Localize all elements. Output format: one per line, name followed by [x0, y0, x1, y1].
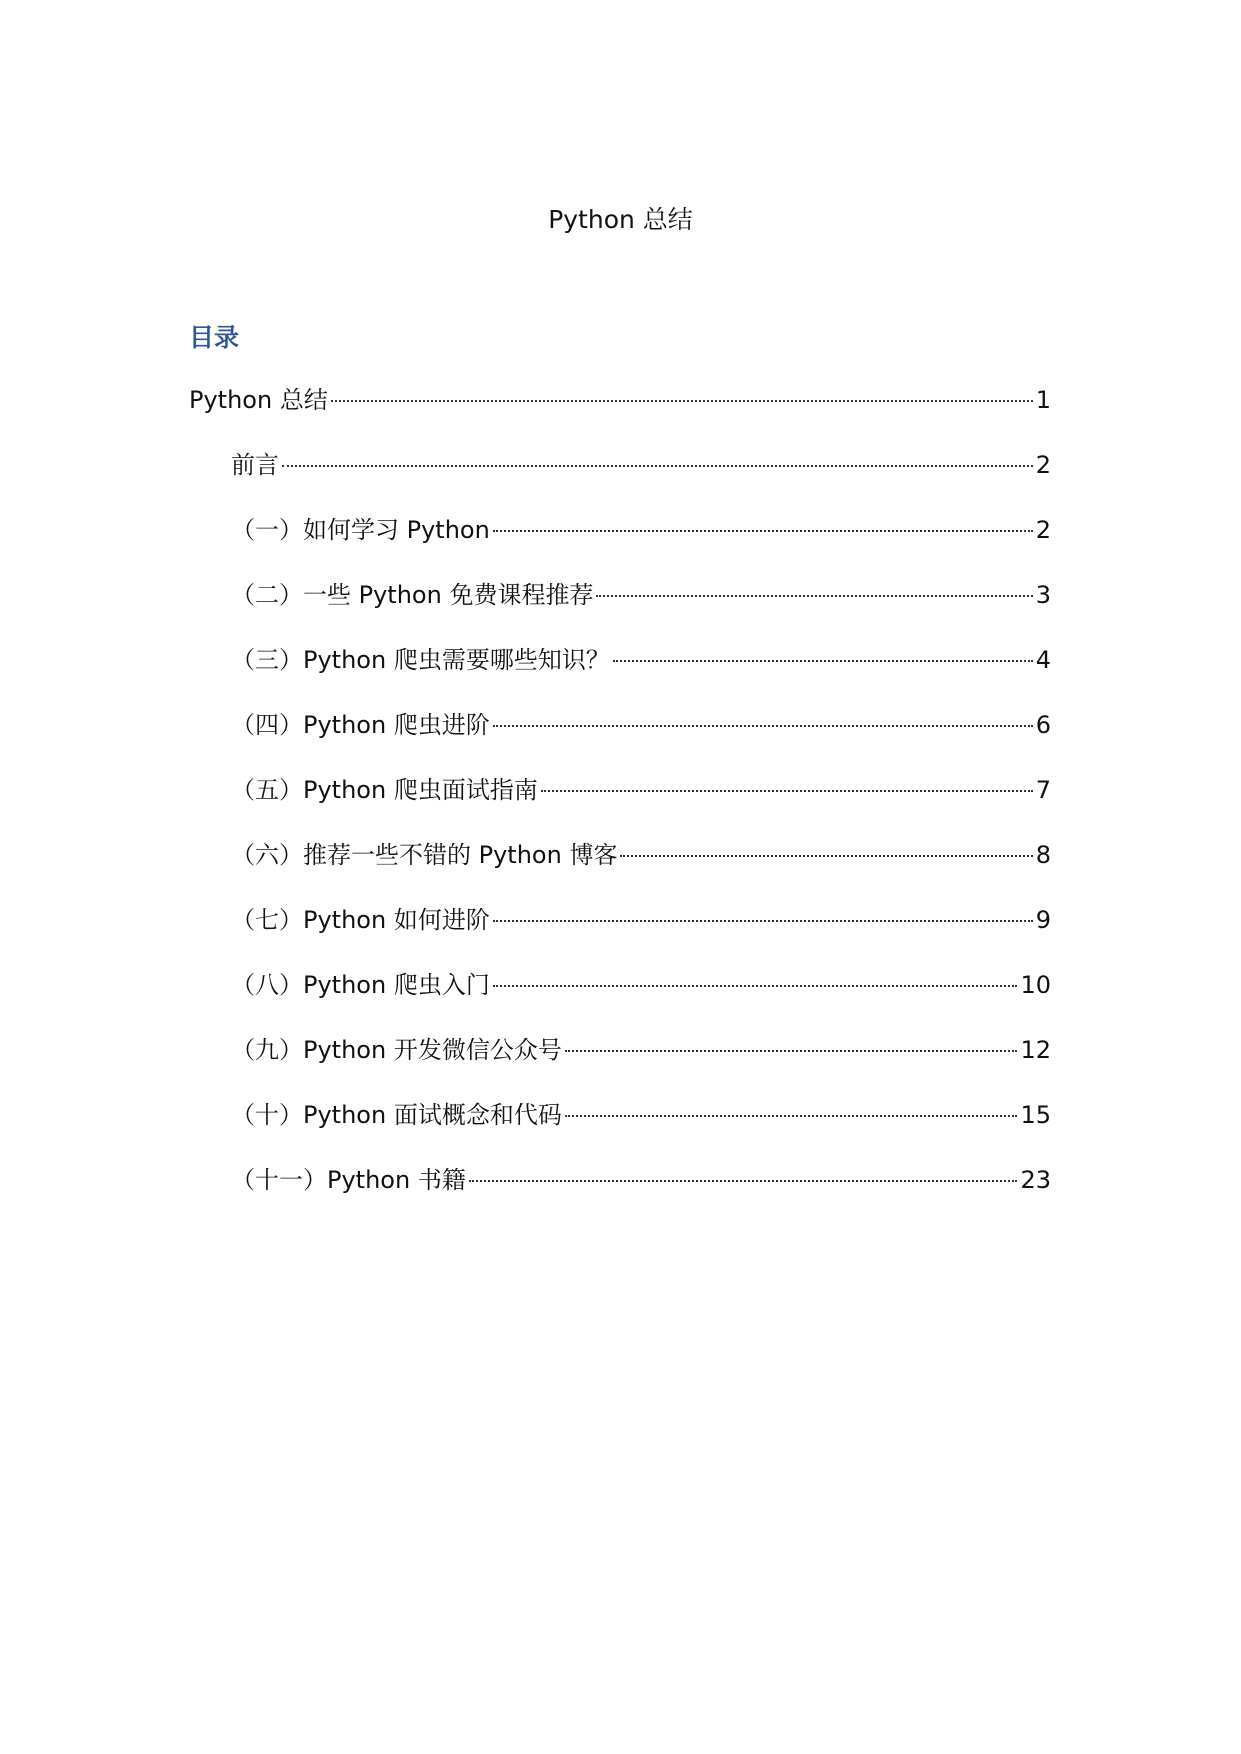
toc-entry-title: （十一）Python 书籍: [231, 1166, 466, 1194]
toc-entry-title: （七）Python 如何进阶: [231, 906, 490, 934]
dot-leader: [493, 920, 1033, 922]
table-of-contents: [189, 380, 1051, 1225]
toc-entry-title: （六）推荐一些不错的 Python 博客: [231, 841, 618, 869]
dot-leader: [331, 400, 1033, 402]
toc-entry-title: （一）如何学习 Python: [231, 516, 490, 544]
toc-entry-page-number: 8: [1035, 841, 1051, 869]
toc-entry-section-9[interactable]: [189, 1030, 1051, 1095]
toc-entry-python-summary[interactable]: [189, 380, 1051, 445]
dot-leader: [565, 1115, 1018, 1117]
toc-entry-page-number: 12: [1020, 1036, 1051, 1064]
toc-entry-title: Python 总结: [189, 386, 328, 414]
toc-entry-title: （五）Python 爬虫面试指南: [231, 776, 538, 804]
toc-entry-page-number: 23: [1020, 1166, 1051, 1194]
toc-entry-title: 前言: [231, 451, 279, 479]
dot-leader: [541, 790, 1033, 792]
toc-entry-section-8[interactable]: [189, 965, 1051, 1030]
toc-entry-title: （三）Python 爬虫需要哪些知识？: [231, 646, 610, 674]
toc-entry-section-6[interactable]: [189, 835, 1051, 900]
toc-entry-page-number: 10: [1020, 971, 1051, 999]
toc-entry-page-number: 6: [1035, 711, 1051, 739]
toc-entry-page-number: 4: [1035, 646, 1051, 674]
dot-leader: [565, 1050, 1018, 1052]
dot-leader: [493, 530, 1033, 532]
toc-entry-page-number: 1: [1035, 386, 1051, 414]
toc-entry-page-number: 9: [1035, 906, 1051, 934]
toc-entry-page-number: 3: [1035, 581, 1051, 609]
toc-entry-page-number: 2: [1035, 516, 1051, 544]
dot-leader: [282, 465, 1033, 467]
toc-entry-section-11[interactable]: [189, 1160, 1051, 1225]
toc-entry-section-1[interactable]: [189, 510, 1051, 575]
dot-leader: [613, 660, 1033, 662]
toc-entry-section-3[interactable]: [189, 640, 1051, 705]
dot-leader: [469, 1180, 1018, 1182]
dot-leader: [620, 855, 1032, 857]
dot-leader: [493, 725, 1033, 727]
toc-entry-title: （四）Python 爬虫进阶: [231, 711, 490, 739]
toc-entry-title: （八）Python 爬虫入门: [231, 971, 490, 999]
toc-entry-title: （十）Python 面试概念和代码: [231, 1101, 562, 1129]
toc-entry-title: （九）Python 开发微信公众号: [231, 1036, 562, 1064]
toc-entry-section-2[interactable]: [189, 575, 1051, 640]
toc-entry-page-number: 7: [1035, 776, 1051, 804]
toc-entry-section-10[interactable]: [189, 1095, 1051, 1160]
dot-leader: [596, 595, 1032, 597]
toc-entry-section-5[interactable]: [189, 770, 1051, 835]
toc-entry-page-number: 2: [1035, 451, 1051, 479]
toc-entry-section-7[interactable]: [189, 900, 1051, 965]
document-title: Python 总结: [548, 205, 693, 234]
dot-leader: [493, 985, 1018, 987]
toc-entry-preface[interactable]: [189, 445, 1051, 510]
toc-entry-section-4[interactable]: [189, 705, 1051, 770]
toc-heading: 目录: [189, 323, 240, 352]
toc-entry-title: （二）一些 Python 免费课程推荐: [231, 581, 594, 609]
toc-entry-page-number: 15: [1020, 1101, 1051, 1129]
